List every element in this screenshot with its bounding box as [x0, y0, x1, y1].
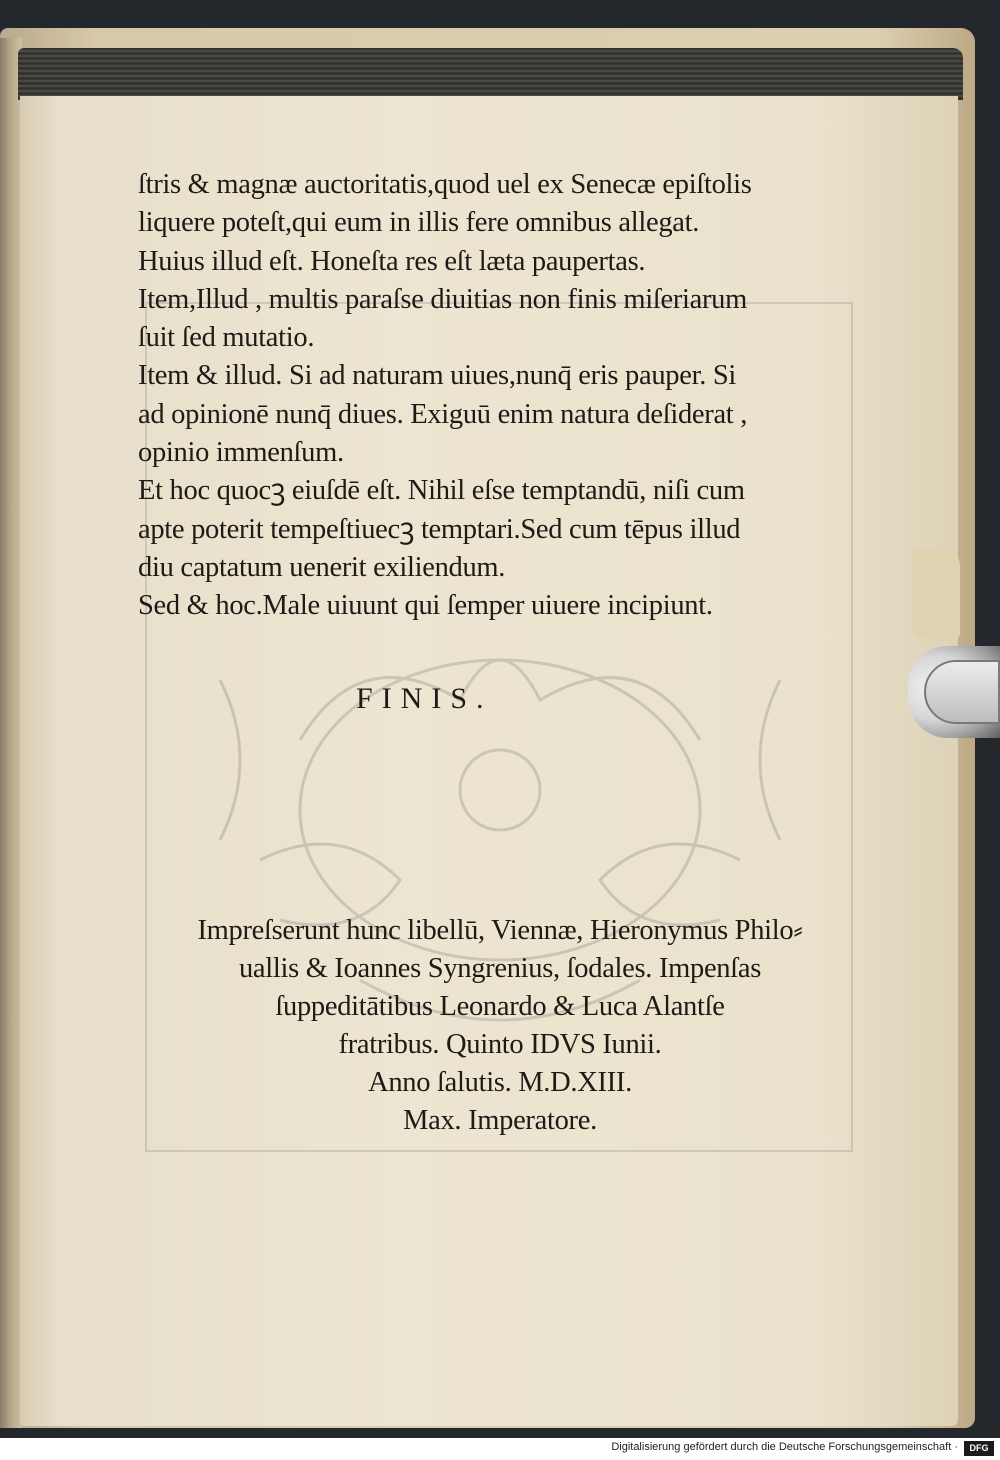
- text-line: ad opinionē nunq̄ diues. Exiguū enim natura deſiderat ,: [138, 398, 748, 430]
- colophon-line: fratribus. Quinto IDVS Iunii.: [338, 1029, 662, 1060]
- text-line: opinio immenſum.: [138, 437, 344, 469]
- colophon: [140, 912, 860, 1140]
- text-line: Huius illud eſt. Honeſta res eſt læta paupertas.: [138, 245, 646, 277]
- finis-heading: FINIS.: [356, 682, 493, 715]
- book-spine: [0, 38, 22, 1428]
- colophon-line: Impreſserunt hunc libellū, Viennæ, Hieronymus Philo⸗: [197, 915, 803, 946]
- text-line: liquere poteſt,qui eum in illis fere omnibus allegat.: [138, 207, 700, 239]
- footer-credit-text: Digitalisierung gefördert durch die Deutsche Forschungsgemeinschaft ·: [611, 1441, 958, 1453]
- footer-bar: [0, 1438, 1000, 1460]
- paper-tab: [912, 548, 960, 638]
- text-line: apte poterit tempeſtiuecꝫ temptari.Sed cum tēpus illud: [138, 513, 741, 545]
- text-line: Sed & hoc.Male uiuunt qui ſemper uiuere incipiunt.: [138, 590, 713, 622]
- colophon-line: Anno ſalutis. M.D.XIII.: [368, 1067, 632, 1098]
- colophon-line: Max. Imperatore.: [403, 1105, 597, 1136]
- text-line: Et hoc quocꝫ eiuſdē eſt. Nihil eſse temptandū, niſi cum: [138, 475, 745, 507]
- page-edges: [18, 48, 963, 100]
- text-line: ſuit ſed mutatio.: [138, 322, 315, 354]
- text-line: diu captatum uenerit exiliendum.: [138, 551, 506, 583]
- colophon-line: ſuppeditātibus Leonardo & Luca Alantſe: [275, 991, 725, 1022]
- page-clip-inner: [924, 660, 1000, 724]
- text-line: ſtris & magnæ auctoritatis,quod uel ex Senecæ epiſtolis: [138, 169, 752, 200]
- text-line: Item,Illud , multis paraſse diuitias non finis miſeriarum: [138, 283, 747, 315]
- dfg-logo-icon: DFG: [964, 1441, 994, 1456]
- text-line: Item & illud. Si ad naturam uiues,nunq̄ eris pauper. Si: [138, 360, 737, 392]
- colophon-line: uallis & Ioannes Syngrenius, ſodales. Impenſas: [238, 953, 762, 984]
- body-text: [138, 166, 838, 626]
